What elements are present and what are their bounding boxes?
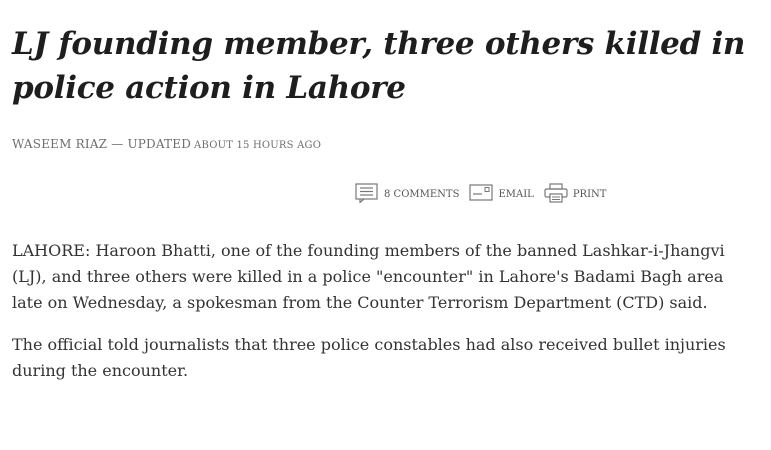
comments-button[interactable] bbox=[355, 183, 459, 206]
email-icon bbox=[469, 184, 493, 205]
article-tools bbox=[355, 183, 616, 206]
author-name[interactable]: WASEEM RIAZ bbox=[12, 137, 108, 151]
byline bbox=[12, 137, 321, 151]
article-paragraph: LAHORE: Haroon Bhatti, one of the founding members of the banned Lashkar-i-Jhangvi (LJ), and three others were killed in a police "encounter" in Lahore's Badami Bagh area late on Wednesday, a spokesman from the Counter Terrorism Department (CTD) said. bbox=[12, 241, 725, 312]
byline-separator: — bbox=[111, 137, 124, 151]
print-button[interactable] bbox=[544, 183, 607, 206]
comments-icon bbox=[355, 183, 379, 206]
updated-label: UPDATED bbox=[127, 137, 192, 151]
article-body bbox=[12, 238, 752, 400]
updated-time: ABOUT 15 HOURS AGO bbox=[194, 140, 322, 151]
print-icon bbox=[544, 183, 568, 206]
email-label: EMAIL bbox=[498, 189, 534, 200]
article-headline: LJ founding member, three others killed in police action in Lahore bbox=[12, 26, 746, 106]
print-label: PRINT bbox=[572, 189, 607, 200]
article-paragraph: The official told journalists that three police constables had also received bullet injuries during the encounter. bbox=[12, 335, 726, 380]
comments-label: 8 COMMENTS bbox=[384, 189, 460, 200]
email-button[interactable] bbox=[469, 184, 533, 205]
